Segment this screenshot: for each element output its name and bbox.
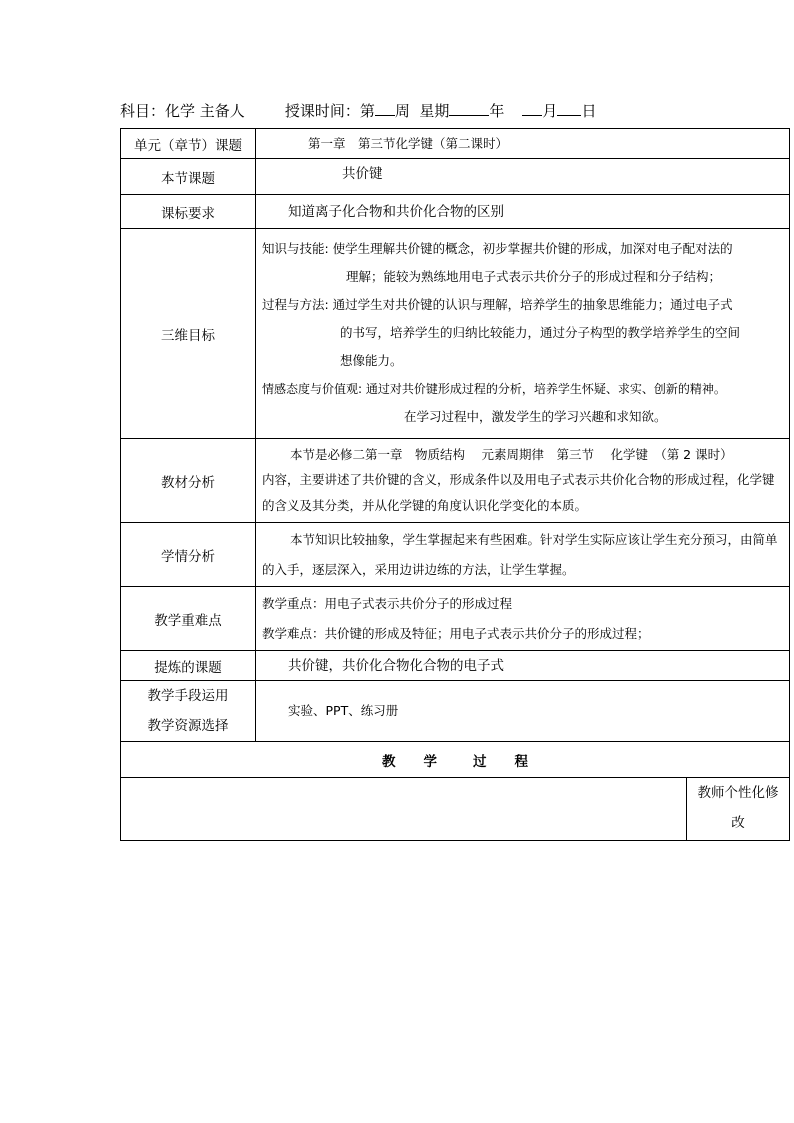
goals-label: 三维目标 [121, 229, 256, 439]
row-process [121, 742, 790, 778]
process-char-1: 教 [382, 753, 396, 770]
row-unit [121, 129, 790, 159]
means-value: 实验、PPT、练习册 [288, 703, 399, 718]
students-label: 学情分析 [121, 523, 256, 587]
topic-cell [256, 159, 790, 195]
refined-label: 提炼的课题 [121, 651, 256, 681]
key-focus: 教学重点：用电子式表示共价分子的形成过程 [262, 595, 513, 611]
standard-cell [256, 195, 790, 229]
students-text: 本节知识比较抽象，学生掌握起来有些困难。针对学生实际应该让学生充分预习，由简单的入手，逐层深入，采用边讲边练的方法，让学生掌握。 [262, 531, 778, 577]
row-goals [121, 229, 790, 439]
key-label: 教学重难点 [121, 587, 256, 651]
process-content-area[interactable] [121, 778, 686, 840]
goal-line-1: 知识与技能: 使学生理解共价键的概念，初步掌握共价键的形成，加深对电子配对法的 [262, 240, 733, 256]
key-cell [256, 587, 790, 651]
topic-value: 共价键 [342, 165, 383, 182]
row-means [121, 681, 790, 742]
key-difficulty: 教学难点：共价键的形成及特征；用电子式表示共价分子的形成过程； [262, 625, 650, 641]
material-cell [256, 439, 790, 523]
weekday-label: 星期 [419, 102, 450, 120]
time-label: 授课时间：第 [284, 102, 375, 120]
goals-cell [256, 229, 790, 439]
goal-line-2: 理解；能较为熟练地用电子式表示共价分子的形成过程和分子结构； [346, 268, 722, 284]
material-text: 内容，主要讲述了共价键的含义，形成条件以及用电子式表示共价化合物的形成过程，化学键的含义及其分类，并从化学键的角度认识化学变化的本质。 [262, 471, 775, 513]
row-students [121, 523, 790, 587]
unit-cell [256, 129, 790, 159]
process-char-2: 学 [423, 753, 437, 770]
week-blank[interactable] [375, 101, 395, 116]
means-cell [256, 681, 790, 742]
year-label: 年 [489, 102, 505, 120]
topic-label: 本节课题 [121, 159, 256, 195]
goal-line-4: 的书写，培养学生的归纳比较能力，通过分子构型的教学培养学生的空间 [340, 324, 741, 340]
preparer-label: 主备人 [199, 102, 245, 120]
goal-line-6: 情感态度与价值观: 通过对共价键形成过程的分析，培养学生怀疑、求实、创新的精神。 [262, 381, 726, 396]
year-blank[interactable] [449, 101, 489, 116]
row-process-body [121, 778, 790, 841]
goal-line-7: 在学习过程中，激发学生的学习兴趣和求知欲。 [404, 408, 667, 424]
means-label-2: 教学资源选择 [147, 718, 229, 734]
unit-value: 第一章 第三节化学键（第二课时） [308, 135, 509, 151]
day-label: 日 [581, 102, 597, 120]
refined-value: 共价键，共价化合物化合物的电子式 [288, 657, 504, 674]
process-char-3: 过 [473, 753, 487, 770]
personal-note-line-2: 改 [731, 815, 745, 831]
material-label: 教材分析 [121, 439, 256, 523]
standard-value: 知道离子化合物和共价化合物的区别 [288, 203, 504, 220]
process-heading [121, 742, 790, 778]
material-line-1: 本节是必修二第一章 物质结构 元素周期律 第三节 化学键 （第 2 课时） [290, 446, 733, 462]
goal-line-5: 想像能力。 [340, 352, 403, 368]
row-standard [121, 195, 790, 229]
lesson-plan-table [120, 128, 790, 841]
subject-label: 科目：化学 [120, 102, 196, 120]
month-blank[interactable] [522, 101, 542, 116]
personal-note-cell [686, 778, 789, 840]
row-key [121, 587, 790, 651]
means-label-cell [121, 681, 256, 742]
personal-note-line-1: 教师个性化修 [697, 785, 779, 801]
students-cell [256, 523, 790, 587]
row-refined [121, 651, 790, 681]
refined-cell [256, 651, 790, 681]
row-material [121, 439, 790, 523]
month-label: 月 [542, 102, 558, 120]
row-topic [121, 159, 790, 195]
day-blank[interactable] [557, 101, 581, 116]
unit-label: 单元（章节）课题 [121, 129, 256, 159]
process-body [121, 778, 790, 841]
means-label-1: 教学手段运用 [147, 688, 229, 704]
process-char-4: 程 [514, 753, 528, 770]
lesson-header [120, 101, 596, 121]
standard-label: 课标要求 [121, 195, 256, 229]
goal-line-3: 过程与方法: 通过学生对共价键的认识与理解，培养学生的抽象思维能力；通过电子式 [262, 296, 733, 312]
week-label: 周 [394, 102, 410, 120]
